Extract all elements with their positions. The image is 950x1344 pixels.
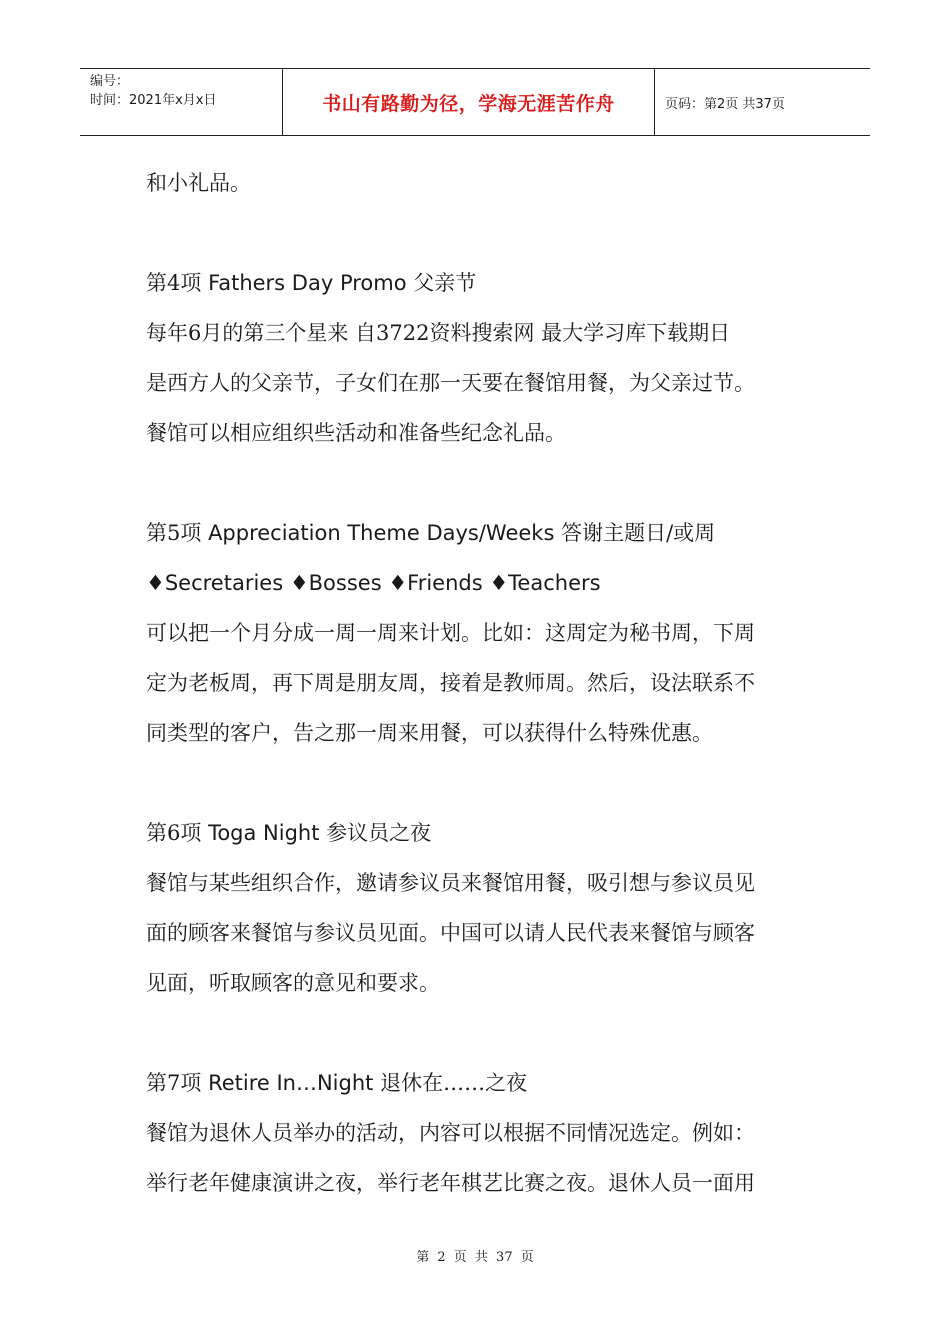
paragraph-line: 见面，听取顾客的意见和要求。 bbox=[146, 971, 440, 995]
section-heading-7 bbox=[146, 1058, 806, 1108]
paragraph-line: 每年6月的第三个星来 自3722资料搜索网 最大学习库下载期日 bbox=[146, 321, 731, 345]
paragraph-line: 是西方人的父亲节，子女们在那一天要在餐馆用餐，为父亲过节。 bbox=[146, 371, 755, 395]
paragraph-line: 同类型的客户，告之那一周来用餐，可以获得什么特殊优惠。 bbox=[146, 721, 713, 745]
heading-prefix: 第6项 bbox=[146, 821, 202, 845]
header-meta bbox=[80, 69, 282, 135]
header-page-info: 页码：第2页 共37页 bbox=[665, 96, 785, 112]
heading-chinese: 退休在……之夜 bbox=[380, 1071, 528, 1095]
heading-chinese: 父亲节 bbox=[413, 271, 477, 295]
bullet-list-line: ♦Secretaries ♦Bosses ♦Friends ♦Teachers bbox=[146, 571, 601, 595]
page-header bbox=[80, 68, 870, 136]
heading-english: Fathers Day Promo bbox=[208, 271, 407, 295]
paragraph-line: 可以把一个月分成一周一周来计划。比如：这周定为秘书周，下周 bbox=[146, 621, 755, 645]
paragraph-line: 餐馆为退休人员举办的活动，内容可以根据不同情况选定。例如： bbox=[146, 1121, 755, 1145]
page-footer: 第 2 页 共 37 页 bbox=[416, 1250, 534, 1265]
code-label: 编号： bbox=[90, 74, 130, 89]
date-label: 时间：2021年x月x日 bbox=[90, 93, 217, 108]
heading-chinese: 答谢主题日/或周 bbox=[561, 521, 716, 545]
heading-prefix: 第7项 bbox=[146, 1071, 202, 1095]
heading-prefix: 第4项 bbox=[146, 271, 202, 295]
document-body bbox=[146, 158, 806, 1208]
paragraph-line: 餐馆可以相应组织些活动和准备些纪念礼品。 bbox=[146, 421, 566, 445]
paragraph-line: 餐馆与某些组织合作，邀请参议员来餐馆用餐，吸引想与参议员见 bbox=[146, 871, 755, 895]
paragraph-line: 和小礼品。 bbox=[146, 171, 251, 195]
paragraph-line: 举行老年健康演讲之夜，举行老年棋艺比赛之夜。退休人员一面用 bbox=[146, 1171, 755, 1195]
section-heading-6 bbox=[146, 808, 806, 858]
section-heading-5 bbox=[146, 508, 806, 558]
heading-chinese: 参议员之夜 bbox=[326, 821, 432, 845]
heading-prefix: 第5项 bbox=[146, 521, 202, 545]
heading-english: Retire In…Night bbox=[208, 1071, 374, 1095]
header-motto: 书山有路勤为径，学海无涯苦作舟 bbox=[282, 69, 655, 135]
heading-english: Appreciation Theme Days/Weeks bbox=[208, 521, 555, 545]
paragraph-line: 面的顾客来餐馆与参议员见面。中国可以请人民代表来餐馆与顾客 bbox=[146, 921, 755, 945]
paragraph-line: 定为老板周，再下周是朋友周，接着是教师周。然后，设法联系不 bbox=[146, 671, 755, 695]
heading-english: Toga Night bbox=[208, 821, 320, 845]
section-heading-4 bbox=[146, 258, 806, 308]
